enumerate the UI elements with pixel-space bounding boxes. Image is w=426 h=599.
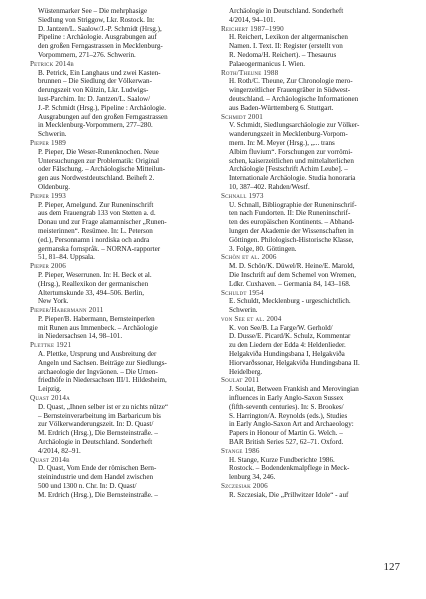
entry-text-line: influences in Early Anglo-Saxon Sussex <box>229 394 344 403</box>
entry-text-line: Hiorvarðssonar, Helgakviða Hundingsbana II. <box>229 358 360 367</box>
entry-text-line: Angeln und Sachsen. Beiträge zur Siedlungs- <box>38 358 167 367</box>
bibliography-entry <box>221 7 402 25</box>
entry-text-line: S. Harrington/A. Reynolds (eds.), Studies <box>229 411 348 420</box>
bibliography-entry <box>221 253 402 288</box>
entry-text-line: ten nach Fundorten. II: Die Runeninschrif- <box>229 209 351 218</box>
entry-citation-key: Roth/Theune 1988 <box>221 68 279 77</box>
entry-text-line: D. Jantzen/L. Saalow/J.-P. Schmidt (Hrsg.), <box>38 24 162 33</box>
entry-text-line: Oldenburg. <box>38 182 70 191</box>
entry-text-line: wingerzeitlicher Frauengräber in Südwest- <box>229 86 351 95</box>
entry-text-line: E. Schuldt, Mecklenburg - urgeschichtlich. <box>229 297 351 306</box>
entry-citation-key: Plettke 1921 <box>30 341 72 350</box>
entry-text-line: lenburg 34, 246. <box>229 473 276 482</box>
entry-text-line: P. Pieper/B. Habermann, Bernsteinperlen <box>38 314 155 323</box>
entry-text-line: derungszeit von Kützin, Lkr. Ludwigs- <box>38 86 149 95</box>
entry-text-line: 4/2014, 94–101. <box>229 15 276 24</box>
entry-text-line: Palaeogermanicus I. Wien. <box>229 59 306 68</box>
entry-text-line: 4/2014, 82–91. <box>38 446 81 455</box>
entry-text-line: Wüstenmarker See – Die mehrphasige <box>38 7 148 15</box>
entry-text-line: Donau und zur Frage alamannischer „Runen- <box>38 218 167 227</box>
entry-text-line: aus Baden-Württemberg 6. Stuttgart. <box>229 103 334 112</box>
entry-text-line: 500 und 1300 n. Chr. In: D. Quast/ <box>38 482 137 491</box>
entry-text-line: aus dem Frauengrab 133 von Stetten a. d. <box>38 209 156 218</box>
entry-text-line: oder Fälschung. – Archäologische Mitteilun- <box>38 165 166 174</box>
entry-text-line: Albim fluvium“. Forschungen zur vorrömi- <box>229 147 353 156</box>
entry-text-line: mit Runen aus Immenbeck. – Archäologie <box>38 323 158 332</box>
entry-text-line: germanska fornspråk. – NORNA-rapporter <box>38 244 161 253</box>
bibliography-entry <box>221 315 402 377</box>
entry-text-line: schen, kaiserzeitlichen und mittelalterlichen <box>229 156 354 165</box>
entry-text-line: 10, 387–402. Rahden/Westf. <box>229 182 310 191</box>
entry-text-line: U. Schnall, Bibliographie der Runeninschrif- <box>229 200 357 209</box>
entry-text-line: V. Schmidt, Siedlungsarchäologie zur Völker- <box>229 121 360 130</box>
entry-citation-key: Quast 2014a <box>30 394 70 403</box>
entry-text-line: in Early Anglo-Saxon Art and Archaeology: <box>229 420 354 429</box>
bibliography-entry <box>30 456 211 500</box>
entry-text-line: Pipeline : Archäologie. Ausgrabungen auf <box>38 33 157 42</box>
bibliography-entry <box>30 139 211 192</box>
entry-text-line: Heidelberg. <box>229 367 263 376</box>
entry-text-line: BAR British Series 527, 62–71. Oxford. <box>229 438 344 447</box>
entry-text-line: Internationale Archäologie. Studia honoraria <box>229 174 356 183</box>
bibliography-entry <box>221 69 402 113</box>
entry-text-line: Schwerin. <box>229 306 258 315</box>
entry-citation-key: Soulat 2011 <box>221 376 260 385</box>
entry-citation-key: Schnall 1973 <box>221 191 264 200</box>
entry-text-line: steinindustrie und dem Handel zwischen <box>38 473 154 482</box>
entry-text-line: Altertumskunde 33, 494–506. Berlin, <box>38 288 145 297</box>
entry-text-line: K. von See/B. La Farge/W. Gerhold/ <box>229 323 333 332</box>
entry-text-line: Vorpommern, 271–276. Schwerin. <box>38 50 136 59</box>
bibliography-entry <box>221 376 402 446</box>
entry-text-line: meisterinnen“. Resümee. In: L. Peterson <box>38 226 153 235</box>
entry-text-line: in Mecklenburg-Vorpommern, 277–280. <box>38 121 153 130</box>
entry-text-line: (ed.), Personnamn i nordiska och andra <box>38 235 150 244</box>
entry-citation-key: Pieper 1989 <box>30 138 66 147</box>
entry-text-line: J. Soulat, Between Frankish and Merovingian <box>229 385 359 394</box>
bibliography-entry <box>221 482 402 500</box>
page-number: 127 <box>383 561 400 573</box>
entry-text-line: D. Quast, Vom Ende der römischen Bern- <box>38 464 157 473</box>
entry-text-line: (fifth-seventh centuries). In: S. Brookes/ <box>229 402 344 411</box>
entry-text-line: mern. In: M. Meyer (Hrsg.), „... trans <box>229 138 335 147</box>
bibliography-entry <box>30 341 211 394</box>
entry-text-line: Untersuchungen zur Problematik: Original <box>38 156 160 165</box>
entry-text-line: zur Völkerwanderungszeit. In: D. Quast/ <box>38 420 154 429</box>
bibliography-entry <box>30 7 211 60</box>
entry-citation-key: Schön et al. 2006 <box>221 253 277 262</box>
entry-text-line: lust-Parchim. In: D. Jantzen/L. Saalow/ <box>38 94 151 103</box>
entry-citation-key: Pieper 2006 <box>30 262 66 271</box>
entry-citation-key: Schmidt 2001 <box>221 112 264 121</box>
bibliography-entry <box>30 306 211 341</box>
entry-citation-key: Petrick 2014b <box>30 59 74 68</box>
entry-text-line: (Hrsg.), Reallexikon der germanischen <box>38 279 149 288</box>
entry-citation-key: Stange 1986 <box>221 446 260 455</box>
bibliography-entry <box>221 113 402 192</box>
entry-text-line: Archäologie [Festschrift Achim Leube]. – <box>229 165 348 174</box>
entry-citation-key: Szczesiak 2006 <box>221 482 268 491</box>
entry-text-line: gen aus Nordwestdeutschland. Beiheft 2. <box>38 174 155 183</box>
entry-text-line: D. Quast, „Ihnen selber ist er zu nichts nütze“ <box>38 402 169 411</box>
bibliography-entry <box>30 60 211 139</box>
entry-citation-key: Pieper 1993 <box>30 191 66 200</box>
entry-text-line: Leipzig. <box>38 385 62 394</box>
bibliography-entry <box>221 192 402 254</box>
entry-citation-key: Pieper/Habermann 2011 <box>30 306 104 315</box>
entry-text-line: 3. Folge, 80. Göttingen. <box>229 244 297 253</box>
entry-text-line: New York. <box>38 297 69 306</box>
entry-citation-key: Schuldt 1954 <box>221 288 264 297</box>
entry-text-line: archaeologie der Ingväonen. – Die Urnen- <box>38 367 158 376</box>
entry-text-line: B. Petrick, Ein Langhaus und zwei Kasten- <box>38 68 161 77</box>
bibliography-columns <box>30 7 402 557</box>
bibliography-entry <box>30 192 211 262</box>
entry-text-line: brunnen – Die Siedlung der Völkerwan- <box>38 77 152 86</box>
entry-text-line: Die Inschrift auf dem Schemel von Wremen, <box>229 270 357 279</box>
entry-text-line: Ldkr. Cuxhaven. – Germania 84, 143–168. <box>229 279 351 288</box>
entry-text-line: A. Plettke, Ursprung und Ausbreitung der <box>38 350 157 359</box>
entry-text-line: M. Erdrich (Hrsg.), Die Bernsteinstraße. – <box>38 490 158 499</box>
entry-text-line: Namen. I. Text. II: Register (erstellt von <box>229 42 343 51</box>
entry-citation-key: Reichert 1987–1990 <box>221 24 284 33</box>
entry-text-line: P. Pieper, Die Weser-Runenknochen. Neue <box>38 147 159 156</box>
bibliography-entry <box>221 447 402 482</box>
entry-text-line: Papers in Honour of Martin G. Welch. – <box>229 429 343 438</box>
bibliography-entry <box>30 262 211 306</box>
entry-text-line: zu den Liedern der Edda 4: Heldenlieder. <box>229 341 346 350</box>
entry-text-line: Rostock. – Bodendenkmalpflege in Meck- <box>229 464 350 473</box>
entry-text-line: Siedlung von Striggow, Lkr. Rostock. In: <box>38 15 155 24</box>
entry-text-line: R. Nedoma/H. Reichert). – Thesaurus <box>229 50 337 59</box>
bibliography-entry <box>221 289 402 315</box>
entry-text-line: ten des europäischen Kontinents. – Abhand- <box>229 218 355 227</box>
entry-text-line: R. Szczesiak, Die „Prillwitzer Idole“ - auf <box>229 490 349 499</box>
entry-text-line: Göttingen. Philologisch-Historische Klasse, <box>229 235 354 244</box>
left-column <box>30 7 211 557</box>
right-column <box>221 7 402 557</box>
entry-text-line: Ausgrabungen auf den großen Ferngastrassen <box>38 112 168 121</box>
entry-text-line: 51, 81–84. Uppsala. <box>38 253 95 262</box>
entry-text-line: in Niedersachsen 14, 98–101. <box>38 332 123 341</box>
entry-text-line: M. D. Schön/K. Düwel/R. Heine/E. Marold, <box>229 262 355 271</box>
entry-text-line: wanderungszeit in Mecklenburg-Vorpom- <box>229 130 348 139</box>
entry-text-line: Archäologie in Deutschland. Sonderheft <box>38 438 153 447</box>
entry-text-line: deutschland. – Archäologische Informationen <box>229 94 359 103</box>
entry-text-line: – Bernsteinverarbeitung im Barbaricum bis <box>38 411 161 420</box>
bibliography-entry <box>221 25 402 69</box>
entry-text-line: Archäologie in Deutschland. Sonderheft <box>229 7 344 15</box>
entry-text-line: lungen der Akademie der Wissenschaften in <box>229 226 354 235</box>
entry-text-line: D. Dusse/E. Picard/K. Schulz, Kommentar <box>229 332 351 341</box>
entry-text-line: Schwerin. <box>38 130 67 139</box>
entry-text-line: Helgakviða Hundingsbana I, Helgakviða <box>229 350 345 359</box>
entry-text-line: H. Reichert, Lexikon der altgermanischen <box>229 33 348 42</box>
entry-text-line: J.-P. Schmidt (Hrsg.), Pipeline : Archäologie. <box>38 103 167 112</box>
entry-text-line: P. Pieper, Amelgund. Zur Runeninschrift <box>38 200 154 209</box>
entry-text-line: den großen Ferngastrassen in Mecklenburg- <box>38 42 163 51</box>
entry-text-line: H. Roth/C. Theune, Zur Chronologie mero- <box>229 77 353 86</box>
bibliography-entry <box>30 394 211 456</box>
entry-text-line: friedhöfe in Niedersachsen III/1. Hildesheim, <box>38 376 167 385</box>
entry-citation-key: Quast 2014b <box>30 455 70 464</box>
entry-text-line: P. Pieper, Weserrunen. In: H. Beck et al. <box>38 270 152 279</box>
entry-text-line: H. Stange, Kurze Fundberichte 1986. <box>229 455 335 464</box>
entry-citation-key: von See et al. 2004 <box>221 314 282 323</box>
entry-text-line: M. Erdrich (Hrsg.), Die Bernsteinstraße. – <box>38 429 158 438</box>
